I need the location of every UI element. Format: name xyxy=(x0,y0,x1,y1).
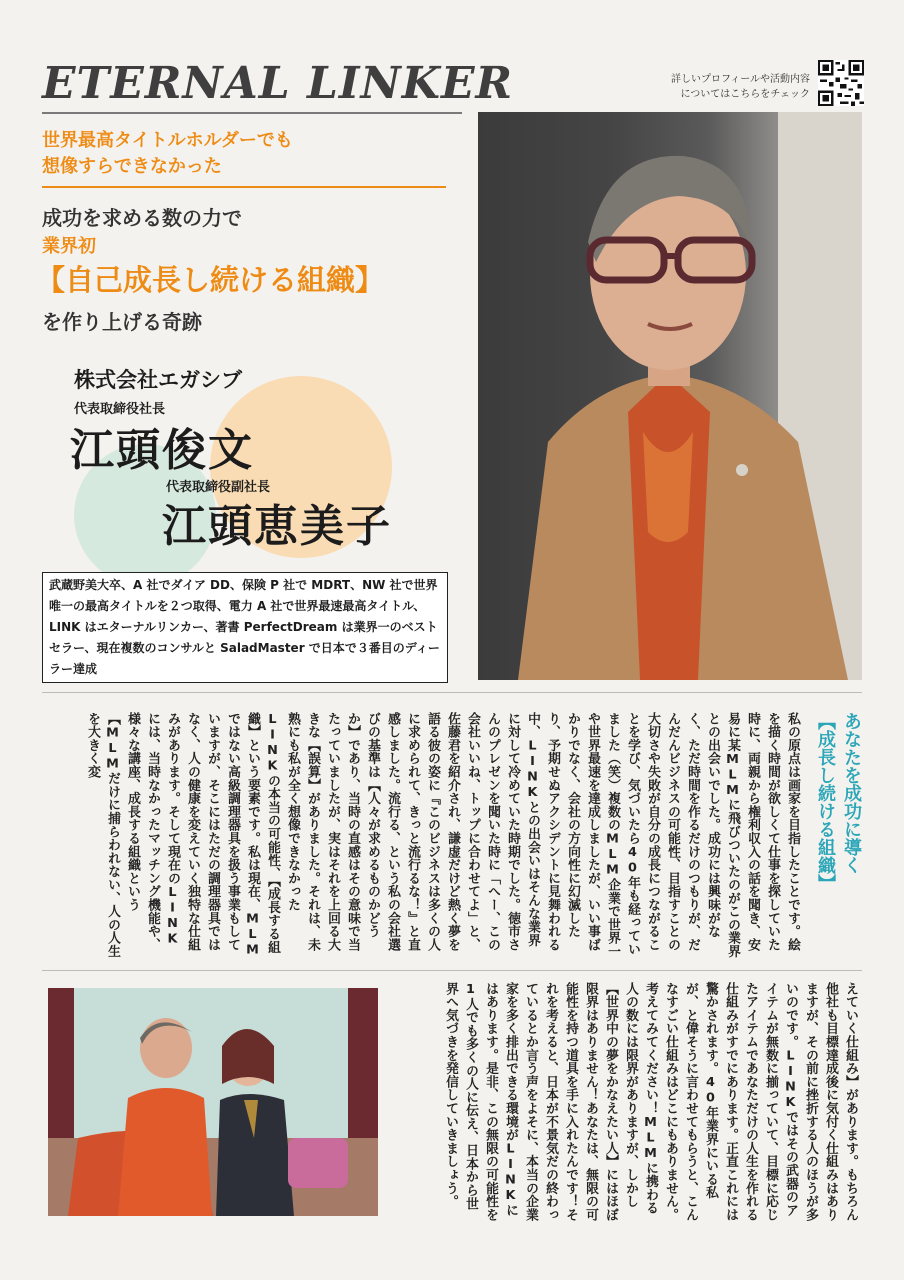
portrait-illustration xyxy=(478,112,862,680)
portrait-photo xyxy=(478,112,862,680)
headline-intro: 世界最高タイトルホルダーでも 想像すらできなかった xyxy=(42,130,293,177)
headline-divider xyxy=(42,186,446,188)
masthead-title: ETERNAL LINKER xyxy=(42,58,514,109)
section-divider xyxy=(42,692,862,693)
person1-title: 代表取締役社長 xyxy=(74,402,166,417)
headline-line4: 業界初 xyxy=(42,236,96,257)
person2-name: 江頭恵美子 xyxy=(162,501,392,552)
side-heading: あなたを成功に導く 【成長し続ける組織】 xyxy=(815,712,862,892)
couple-illustration xyxy=(48,988,378,1216)
headline-line6: を作り上げる奇跡 xyxy=(42,310,202,334)
profile-note: 詳しいプロフィールや活動内容 についてはこちらをチェック xyxy=(671,74,810,100)
couple-photo xyxy=(48,988,378,1216)
person2-title: 代表取締役副社長 xyxy=(166,480,271,495)
section-divider-2 xyxy=(42,970,862,971)
bio-box: 武蔵野美大卒、A 社でダイア DD、保険 P 社で MDRT、NW 社で世界唯一の最高タイトルを２つ取得、電力 A 社で世界最速最高タイトル、LINK はエターナルリンカー、著書 PerfectDream は業界一のベストセラー、現在複数のコンサルと SaladMaster で日本で３番目のディーラー達成 xyxy=(42,572,448,683)
headline-line3: 成功を求める数の力で xyxy=(42,206,242,230)
qr-code-icon[interactable] xyxy=(818,60,864,106)
company-name: 株式会社エガシブ xyxy=(74,367,242,392)
article-body-2: えていく仕組み】があります。もちろん他社も目標達成後に気付く仕組みはありますが、その前に挫折する人のほうが多いのです。LINKではその武器のアイテムが無数に揃っていて、目標に応じたアイテムであなただけの人生を作れる仕組みがすでにあります。正直これには驚かされます。40年業界にいる私が、と偉そうに言わせてもらうと、こんなすごい仕組みはどこにもありません。考えてみてください！MLMに携わる人の数には限界がありますが、しかし【世界中の夢をかなえたい人】にはほぼ限界はありません！あなたは、無限の可能性を持つ道具を手に入れたんです！それを考えると、日本が不景気だの終わっているとか言う声をよそに、本当の企業家を多く排出できる環境がLINKにはあります。是非、この無限の可能性を1人でも多くの人に伝え、日本から世界へ気づきを発信していきましょう。 xyxy=(443,982,858,1222)
article-body-1: 私の原点は画家を目指したことです。絵を描く時間が欲しくて仕事を探していた時に、両親から権利収入の話を聞き、安易に某MLMに飛びついたのがこの業界との出会いでした。成功には興味がなく、ただ時間を作るだけのつもりが、だんだんビジネスの可能性、目指すことの大切さや失敗が自分の成長につながることを学び、気づいたら40年も経っていました（笑）複数のMLM企業で世界一や世界最速を達成しましたが、いい事ばかりでなく、会社の方向性に幻滅したり、予期せぬアクシデントに見舞われる中、LINKとの出会いはそんな業界に対して冷めていた時期でした。徳市さんのプレゼンを聞いた時に「へー、この会社いいね、トップに合わせてよ」と、佐藤君を紹介され、謙虚だけど熱く夢を語る彼の姿に『このビジネスは多くの人に求められて、きっと流行るな！』と直感しました。流行る、という私の会社選びの基準は【人々が求めるものかどうか】であり、当時の直感はその意味で当たっていましたが、実はそれを上回る大きな【誤算】がありました。それは、未熟にも私が全く想像できなかったLINKの本当の可能性、【成長する組織】という要素です。私は現在、MLMではない高級調理器具を扱う事業もしていますが、そこにはただの調理器具ではなく、人の健康を変えていく独特な仕組みがあります。そして現在のLINKには、当時なかったマッチング機能や、様々な講座、成長する組織という【MLMだけに捕らわれない、人の人生を大きく変 xyxy=(85,712,800,958)
masthead-underline xyxy=(42,112,462,114)
headline-main: 【自己成長し続ける組織】 xyxy=(36,263,385,297)
person1-name: 江頭俊文 xyxy=(70,425,254,476)
